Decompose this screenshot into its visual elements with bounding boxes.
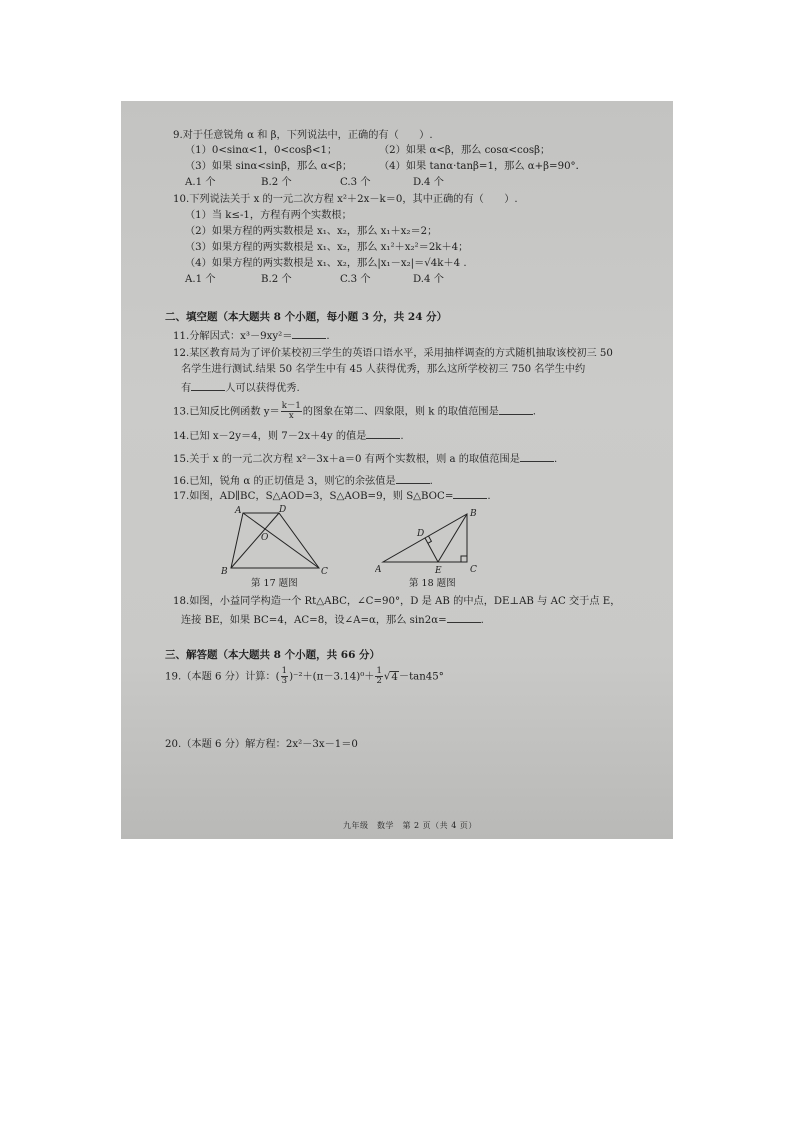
q16-text: 16.已知，锐角 α 的正切值是 3，则它的余弦值是 — [173, 476, 396, 487]
q13-fraction — [281, 402, 302, 421]
q13-answer-blank[interactable] — [499, 404, 533, 415]
section-3-heading: 三、解答题（本大题共 8 个小题，共 66 分） — [165, 649, 381, 661]
fig18-label-c: C — [470, 565, 477, 574]
q18-line-2-text: 连接 BE，如果 BC=4，AC=8，设∠A=α，那么 sin2α= — [181, 615, 447, 626]
q18-line-2: 连接 BE，如果 BC=4，AC=8，设∠A=α，那么 sin2α= . — [181, 612, 484, 627]
q13-text-b: 的图象在第二、四象限，则 k 的取值范围是 — [302, 406, 499, 418]
q13-numerator: k－1 — [281, 401, 301, 411]
fig17-label-d: D — [279, 505, 287, 515]
fig17-label-c: C — [321, 567, 328, 576]
q18-answer-blank[interactable] — [447, 612, 481, 623]
q19-text-a: 19.（本题 6 分）计算：( — [165, 671, 280, 683]
q10-option-b: B.2 个 — [261, 274, 292, 285]
q12-line-2: 名学生进行测试.结果 50 名学生中有 45 人获得优秀，那么这所学校初三 750 名学生中约 — [181, 364, 586, 375]
q9-stem: 9.对于任意锐角 α 和 β，下列说法中，正确的有（ ）. — [173, 130, 433, 141]
q9-option-b: B.2 个 — [261, 177, 292, 188]
q10-option-c: C.3 个 — [340, 274, 371, 285]
q19-half-denominator: 2 — [376, 676, 382, 686]
q15: 15.关于 x 的一元二次方程 x²－3x＋a＝0 有两个实数根，则 a 的取值范围是 . — [173, 451, 557, 466]
q19-third-denominator: 3 — [281, 676, 288, 686]
figure-18-right-triangle — [375, 508, 485, 574]
fig17-label-o: O — [261, 533, 269, 543]
q19-radicand: 4 — [391, 671, 398, 683]
q12-line-1: 12.某区教育局为了评价某校初三学生的英语口语水平，采用抽样调查的方式随机抽取该校初三 50 — [173, 348, 613, 359]
fig18-label-a: A — [375, 565, 382, 574]
q14-text: 14.已知 x－2y＝4，则 7－2x＋4y 的值是 — [173, 431, 367, 442]
q17-text: 17.如图，AD∥BC，S△AOD=3，S△AOB=9，则 S△BOC= — [173, 491, 454, 502]
q19-text-b: )⁻²＋(π－3.14)⁰＋ — [289, 671, 375, 683]
q9-option-c: C.3 个 — [340, 177, 371, 188]
q9-option-a: A.1 个 — [185, 177, 216, 188]
q14-answer-blank[interactable] — [366, 428, 400, 439]
q10-statement-3: （3）如果方程的两实数根是 x₁、x₂，那么 x₁²＋x₂²＝2k＋4； — [185, 242, 469, 253]
q19-fraction-third — [281, 667, 288, 686]
q10-stem: 10.下列说法关于 x 的一元二次方程 x²＋2x－k＝0，其中正确的有（ ）. — [173, 194, 518, 205]
q12-line-3 — [181, 380, 300, 395]
q12-line-3-end: 人可以获得优秀. — [225, 383, 300, 394]
q19-fraction-half — [375, 667, 382, 686]
q14: 14.已知 x－2y＝4，则 7－2x＋4y 的值是 . — [173, 428, 404, 443]
q10-option-d: D.4 个 — [413, 274, 444, 285]
q19-half-numerator: 1 — [376, 666, 382, 676]
q19-sqrt-sign: √ — [383, 671, 391, 683]
figure-17-caption: 第 17 题图 — [251, 578, 298, 589]
q19-third-numerator: 1 — [281, 666, 288, 676]
fig17-label-a: A — [235, 506, 242, 516]
fig18-perpendicular-mark — [428, 536, 432, 543]
q15-answer-blank[interactable] — [520, 451, 554, 462]
fig18-segment-be — [438, 514, 467, 562]
q9-option-d: D.4 个 — [413, 177, 444, 188]
q18-line-1: 18.如图，小益同学构造一个 Rt△ABC，∠C=90°，D 是 AB 的中点，DE⊥AB 与 AC 交于点 E， — [173, 596, 621, 607]
figure-18-caption: 第 18 题图 — [409, 578, 456, 589]
q9-statement-1: （1）0<sinα<1，0<cosβ<1； — [185, 145, 338, 156]
q11-text: 11.分解因式：x³－9xy²＝ — [173, 331, 293, 342]
page-footer: 九年级 数学 第 2 页（共 4 页） — [343, 821, 477, 830]
q10-statement-1: （1）当 k≤-1，方程有两个实数根； — [185, 210, 352, 221]
q15-text: 15.关于 x 的一元二次方程 x²－3x＋a＝0 有两个实数根，则 a 的取值范围是 — [173, 454, 520, 465]
q13: 13.已知反比例函数 y＝ $\frac{k-1}{x}$ 的图象在第二、四象限，则 k 的取值范围是 . — [173, 401, 537, 421]
fig18-label-d: D — [417, 529, 425, 539]
fig17-label-b: B — [221, 567, 228, 576]
q16-answer-blank[interactable] — [396, 473, 430, 484]
q13-denominator: x — [288, 411, 294, 421]
q11: 11.分解因式：x³－9xy²＝ . — [173, 328, 330, 343]
q10-statement-4: （4）如果方程的两实数根是 x₁、x₂，那么|x₁－x₂|＝√4k＋4 . — [185, 258, 467, 269]
q19 — [165, 667, 444, 686]
fig17-trapezoid-outline — [231, 513, 319, 568]
q12-line-3-start: 有 — [181, 383, 192, 394]
q9-statement-3: （3）如果 sinα<sinβ，那么 α<β； — [185, 161, 353, 172]
q9-statement-4: （4）如果 tanα·tanβ=1，那么 α+β=90°． — [379, 161, 586, 172]
q12-answer-blank[interactable] — [191, 380, 225, 391]
q13-text-a: 13.已知反比例函数 y＝ — [173, 406, 280, 418]
fig18-right-angle-mark — [461, 556, 467, 562]
figure-17-trapezoid — [221, 504, 341, 576]
q9-statement-2: （2）如果 α<β，那么 cosα<cosβ； — [379, 145, 551, 156]
fig18-label-b: B — [470, 509, 477, 519]
q16: 16.已知，锐角 α 的正切值是 3，则它的余弦值是 . — [173, 473, 433, 488]
section-2-heading: 二、填空题（本大题共 8 个小题，每小题 3 分，共 24 分） — [165, 311, 448, 323]
q17-answer-blank[interactable] — [453, 488, 487, 499]
q10-option-a: A.1 个 — [185, 274, 216, 285]
q20: 20.（本题 6 分）解方程：2x²－3x－1＝0 — [165, 739, 358, 750]
q17: 17.如图，AD∥BC，S△AOD=3，S△AOB=9，则 S△BOC= . — [173, 488, 491, 503]
q11-answer-blank[interactable] — [292, 328, 326, 339]
exam-page-photo — [121, 101, 673, 839]
fig18-label-e: E — [435, 566, 442, 574]
q19-text-d: －tan45° — [398, 671, 444, 683]
q10-statement-2: （2）如果方程的两实数根是 x₁、x₂，那么 x₁＋x₂＝2； — [185, 226, 438, 237]
